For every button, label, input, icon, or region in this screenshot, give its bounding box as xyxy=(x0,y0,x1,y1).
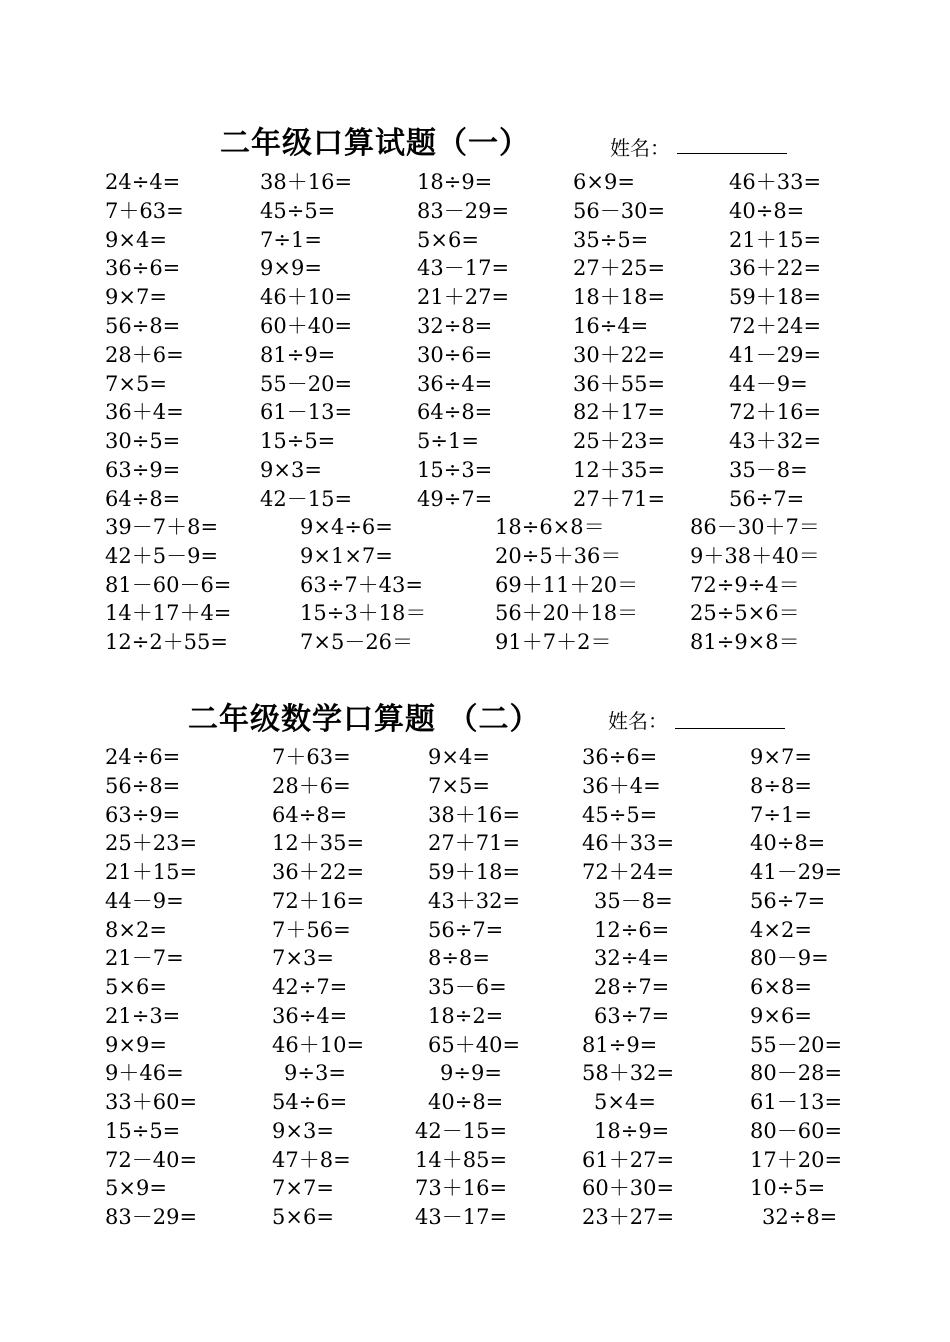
arithmetic-problem: 27＋25= xyxy=(573,256,666,281)
arithmetic-problem: 83－29= xyxy=(105,1205,198,1229)
arithmetic-problem: 7×5= xyxy=(428,773,490,798)
arithmetic-problem: 42－15= xyxy=(415,1118,508,1143)
arithmetic-problem: 56÷8= xyxy=(105,773,181,798)
problem-row xyxy=(0,858,950,887)
arithmetic-problem: 43－17= xyxy=(417,256,510,281)
problem-row xyxy=(0,628,950,657)
arithmetic-problem: 21－7= xyxy=(105,946,184,971)
arithmetic-problem: 46＋10= xyxy=(260,285,353,310)
arithmetic-problem: 7÷1= xyxy=(260,227,322,252)
arithmetic-problem: 86－30＋7＝ xyxy=(690,515,820,539)
arithmetic-problem: 72＋24= xyxy=(582,860,675,884)
problem-row xyxy=(0,513,950,542)
arithmetic-problem: 21＋15= xyxy=(729,227,822,252)
arithmetic-problem: 83－29= xyxy=(417,198,510,223)
arithmetic-problem: 80－28= xyxy=(750,1061,843,1086)
arithmetic-problem: 35÷5= xyxy=(573,227,649,252)
arithmetic-problem: 7×5－26＝ xyxy=(300,630,414,655)
arithmetic-problem: 36÷6= xyxy=(105,256,181,281)
arithmetic-problem: 9×6= xyxy=(750,1003,812,1028)
arithmetic-problem: 38＋16= xyxy=(260,170,353,194)
arithmetic-problem: 91＋7＋2＝ xyxy=(495,630,612,655)
arithmetic-problem: 30÷5= xyxy=(105,429,181,454)
arithmetic-problem: 15÷3＋18＝ xyxy=(300,601,427,626)
arithmetic-problem: 45÷5= xyxy=(260,198,336,223)
arithmetic-problem: 45÷5= xyxy=(582,802,658,827)
arithmetic-problem: 12＋35= xyxy=(573,458,666,482)
arithmetic-problem: 24÷4= xyxy=(105,170,181,194)
problem-row xyxy=(0,944,950,973)
arithmetic-problem: 36÷4= xyxy=(417,371,493,396)
arithmetic-problem: 61－13= xyxy=(260,400,353,425)
arithmetic-problem: 18÷6×8＝ xyxy=(495,515,605,539)
arithmetic-problem: 72＋24= xyxy=(729,314,822,338)
arithmetic-problem: 81÷9= xyxy=(260,342,336,367)
arithmetic-problem: 5÷1= xyxy=(417,429,479,454)
arithmetic-problem: 42÷7= xyxy=(272,975,348,999)
arithmetic-problem: 28＋6= xyxy=(105,342,184,367)
problem-row xyxy=(0,485,950,514)
arithmetic-problem: 63÷9= xyxy=(105,802,181,827)
arithmetic-problem: 36＋22= xyxy=(272,860,365,884)
arithmetic-problem: 56÷7= xyxy=(750,888,826,913)
arithmetic-problem: 35－8= xyxy=(594,888,673,913)
arithmetic-problem: 33＋60= xyxy=(105,1090,198,1114)
arithmetic-problem: 27＋71= xyxy=(428,831,521,856)
arithmetic-problem: 28÷7= xyxy=(594,975,670,999)
arithmetic-problem: 7×5= xyxy=(105,371,167,396)
problem-row xyxy=(0,254,950,283)
problem-row xyxy=(0,772,950,801)
arithmetic-problem: 43－17= xyxy=(415,1205,508,1229)
arithmetic-problem: 15÷5= xyxy=(105,1118,181,1143)
arithmetic-problem: 58＋32= xyxy=(582,1061,675,1086)
arithmetic-problem: 9×9= xyxy=(260,256,322,281)
name-label-1: 姓名： xyxy=(610,136,670,160)
arithmetic-problem: 41－29= xyxy=(750,860,843,884)
arithmetic-problem: 56＋20＋18＝ xyxy=(495,601,639,626)
arithmetic-problem: 9×3= xyxy=(260,458,322,482)
problem-row xyxy=(0,283,950,312)
arithmetic-problem: 4×2= xyxy=(750,917,812,942)
arithmetic-problem: 65＋40= xyxy=(428,1032,521,1057)
worksheet-1-title: 二年级口算试题（一） xyxy=(220,126,530,161)
arithmetic-problem: 9÷3= xyxy=(284,1061,346,1086)
arithmetic-problem: 7×3= xyxy=(272,946,334,971)
arithmetic-problem: 21÷3= xyxy=(105,1003,181,1028)
arithmetic-problem: 8÷8= xyxy=(428,946,490,971)
arithmetic-problem: 23＋27= xyxy=(582,1205,675,1229)
arithmetic-problem: 5×6= xyxy=(417,227,479,252)
arithmetic-problem: 38＋16= xyxy=(428,802,521,827)
arithmetic-problem: 43＋32= xyxy=(729,429,822,454)
arithmetic-problem: 82＋17= xyxy=(573,400,666,425)
problem-row xyxy=(0,801,950,830)
name-label-2: 姓名： xyxy=(608,709,668,733)
arithmetic-problem: 80－60= xyxy=(750,1118,843,1143)
arithmetic-problem: 27＋71= xyxy=(573,486,666,511)
arithmetic-problem: 40÷8= xyxy=(729,198,805,223)
problem-row xyxy=(0,1088,950,1117)
arithmetic-problem: 72－40= xyxy=(105,1147,198,1172)
arithmetic-problem: 5×4= xyxy=(594,1090,656,1114)
arithmetic-problem: 12÷6= xyxy=(594,917,670,942)
problem-row xyxy=(0,1031,950,1060)
arithmetic-problem: 9×7= xyxy=(750,745,812,769)
arithmetic-problem: 25÷5×6＝ xyxy=(690,601,800,626)
arithmetic-problem: 8×2= xyxy=(105,917,167,942)
arithmetic-problem: 15÷5= xyxy=(260,429,336,454)
problem-row xyxy=(0,1174,950,1203)
arithmetic-problem: 44－9= xyxy=(105,888,184,913)
arithmetic-problem: 46＋33= xyxy=(729,170,822,194)
arithmetic-problem: 40÷8= xyxy=(428,1090,504,1114)
arithmetic-problem: 21＋27= xyxy=(417,285,510,310)
arithmetic-problem: 59＋18= xyxy=(428,860,521,884)
problem-row xyxy=(0,1002,950,1031)
arithmetic-problem: 69＋11＋20＝ xyxy=(495,572,639,597)
arithmetic-problem: 9×9= xyxy=(105,1032,167,1057)
problem-row xyxy=(0,312,950,341)
arithmetic-problem: 36÷4= xyxy=(272,1003,348,1028)
arithmetic-problem: 36＋55= xyxy=(573,371,666,396)
arithmetic-problem: 56－30= xyxy=(573,198,666,223)
problem-row xyxy=(0,1146,950,1175)
arithmetic-problem: 80－9= xyxy=(750,946,829,971)
arithmetic-problem: 14＋85= xyxy=(415,1147,508,1172)
arithmetic-problem: 18÷9= xyxy=(594,1118,670,1143)
arithmetic-problem: 55－20= xyxy=(260,371,353,396)
arithmetic-problem: 7＋63= xyxy=(105,198,184,223)
arithmetic-problem: 55－20= xyxy=(750,1032,843,1057)
arithmetic-problem: 60＋40= xyxy=(260,314,353,338)
arithmetic-problem: 9×4= xyxy=(428,745,490,769)
arithmetic-problem: 18＋18= xyxy=(573,285,666,310)
arithmetic-problem: 46＋33= xyxy=(582,831,675,856)
problem-row xyxy=(0,1117,950,1146)
problem-row xyxy=(0,599,950,628)
arithmetic-problem: 56÷8= xyxy=(105,314,181,338)
arithmetic-problem: 42－15= xyxy=(260,486,353,511)
problem-row xyxy=(0,398,950,427)
problem-row xyxy=(0,427,950,456)
arithmetic-problem: 36＋22= xyxy=(729,256,822,281)
arithmetic-problem: 42＋5－9= xyxy=(105,543,219,568)
arithmetic-problem: 59＋18= xyxy=(729,285,822,310)
arithmetic-problem: 46＋10= xyxy=(272,1032,365,1057)
arithmetic-problem: 56÷7= xyxy=(729,486,805,511)
arithmetic-problem: 6×8= xyxy=(750,975,812,999)
arithmetic-problem: 7÷1= xyxy=(750,802,812,827)
arithmetic-problem: 9÷9= xyxy=(440,1061,502,1086)
arithmetic-problem: 56÷7= xyxy=(428,917,504,942)
arithmetic-problem: 7＋56= xyxy=(272,917,351,942)
name-field-1[interactable] xyxy=(677,152,787,154)
arithmetic-problem: 5×6= xyxy=(272,1205,334,1229)
problem-row xyxy=(0,973,950,1002)
arithmetic-problem: 16÷4= xyxy=(573,314,649,338)
arithmetic-problem: 32÷8= xyxy=(417,314,493,338)
arithmetic-problem: 64÷8= xyxy=(105,486,181,511)
arithmetic-problem: 63÷9= xyxy=(105,458,181,482)
arithmetic-problem: 12＋35= xyxy=(272,831,365,856)
arithmetic-problem: 6×9= xyxy=(573,170,635,194)
arithmetic-problem: 32÷4= xyxy=(594,946,670,971)
arithmetic-problem: 36＋4= xyxy=(105,400,184,425)
arithmetic-problem: 81÷9= xyxy=(582,1032,658,1057)
arithmetic-problem: 81－60－6= xyxy=(105,572,232,597)
arithmetic-problem: 36÷6= xyxy=(582,745,658,769)
arithmetic-problem: 60＋30= xyxy=(582,1176,675,1201)
problem-row xyxy=(0,1059,950,1088)
arithmetic-problem: 24÷6= xyxy=(105,745,181,769)
arithmetic-problem: 35－8= xyxy=(729,458,808,482)
arithmetic-problem: 14＋17＋4= xyxy=(105,601,232,626)
arithmetic-problem: 8÷8= xyxy=(750,773,812,798)
arithmetic-problem: 20÷5＋36＝ xyxy=(495,543,622,568)
arithmetic-problem: 36＋4= xyxy=(582,773,661,798)
arithmetic-problem: 64÷8= xyxy=(272,802,348,827)
problem-row xyxy=(0,226,950,255)
arithmetic-problem: 81÷9×8＝ xyxy=(690,630,800,655)
problem-row xyxy=(0,571,950,600)
arithmetic-problem: 17＋20= xyxy=(750,1147,843,1172)
arithmetic-problem: 9＋38＋40＝ xyxy=(690,543,820,568)
arithmetic-problem: 18÷9= xyxy=(417,170,493,194)
arithmetic-problem: 30÷6= xyxy=(417,342,493,367)
problem-row xyxy=(0,542,950,571)
arithmetic-problem: 43＋32= xyxy=(428,888,521,913)
arithmetic-problem: 28＋6= xyxy=(272,773,351,798)
arithmetic-problem: 72÷9÷4＝ xyxy=(690,572,800,597)
arithmetic-problem: 9×4= xyxy=(105,227,167,252)
problem-row xyxy=(0,1203,950,1232)
problem-row xyxy=(0,887,950,916)
problem-row xyxy=(0,456,950,485)
arithmetic-problem: 30＋22= xyxy=(573,342,666,367)
arithmetic-problem: 25＋23= xyxy=(105,831,198,856)
problem-row xyxy=(0,168,950,197)
arithmetic-problem: 35－6= xyxy=(428,975,507,999)
worksheet-2-title: 二年级数学口算题 （二） xyxy=(188,702,541,737)
arithmetic-problem: 9×3= xyxy=(272,1118,334,1143)
arithmetic-problem: 47＋8= xyxy=(272,1147,351,1172)
arithmetic-problem: 5×9= xyxy=(105,1176,167,1201)
problem-row xyxy=(0,829,950,858)
arithmetic-problem: 9×1×7= xyxy=(300,543,393,568)
arithmetic-problem: 18÷2= xyxy=(428,1003,504,1028)
arithmetic-problem: 5×6= xyxy=(105,975,167,999)
arithmetic-problem: 73＋16= xyxy=(415,1176,508,1201)
arithmetic-problem: 44－9= xyxy=(729,371,808,396)
arithmetic-problem: 7＋63= xyxy=(272,745,351,769)
problem-row xyxy=(0,743,950,772)
problem-row xyxy=(0,370,950,399)
problem-row xyxy=(0,341,950,370)
arithmetic-problem: 54÷6= xyxy=(272,1090,348,1114)
arithmetic-problem: 9×7= xyxy=(105,285,167,310)
arithmetic-problem: 7×7= xyxy=(272,1176,334,1201)
arithmetic-problem: 21＋15= xyxy=(105,860,198,884)
arithmetic-problem: 12÷2＋55= xyxy=(105,630,228,655)
arithmetic-problem: 9＋46= xyxy=(105,1061,184,1086)
name-field-2[interactable] xyxy=(675,727,785,729)
arithmetic-problem: 72＋16= xyxy=(272,888,365,913)
arithmetic-problem: 10÷5= xyxy=(750,1176,826,1201)
problem-row xyxy=(0,916,950,945)
arithmetic-problem: 72＋16= xyxy=(729,400,822,425)
arithmetic-problem: 25＋23= xyxy=(573,429,666,454)
arithmetic-problem: 61＋27= xyxy=(582,1147,675,1172)
arithmetic-problem: 63÷7＋43= xyxy=(300,572,423,597)
arithmetic-problem: 40÷8= xyxy=(750,831,826,856)
arithmetic-problem: 32÷8= xyxy=(762,1205,838,1229)
arithmetic-problem: 61－13= xyxy=(750,1090,843,1114)
arithmetic-problem: 9×4÷6= xyxy=(300,515,393,539)
arithmetic-problem: 63÷7= xyxy=(594,1003,670,1028)
arithmetic-problem: 39－7＋8= xyxy=(105,515,219,539)
arithmetic-problem: 15÷3= xyxy=(417,458,493,482)
arithmetic-problem: 49÷7= xyxy=(417,486,493,511)
arithmetic-problem: 41－29= xyxy=(729,342,822,367)
problem-row xyxy=(0,197,950,226)
arithmetic-problem: 64÷8= xyxy=(417,400,493,425)
